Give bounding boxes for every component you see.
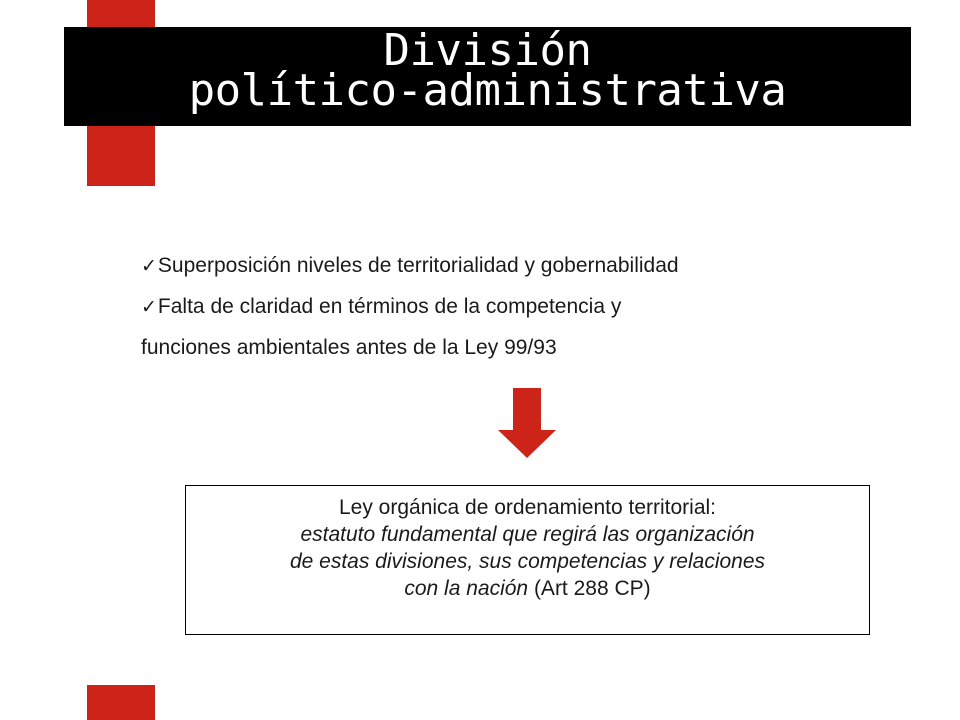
slide-title [64,27,911,116]
title-line-2: político-administrativa [188,65,787,116]
bullet-list [141,246,901,368]
law-text-line: de estas divisiones, sus competencias y relaciones [289,550,766,573]
bullet-continuation: funciones ambientales antes de la Ley 99/93 [141,336,557,359]
law-title: Ley orgánica de ordenamiento territorial: [338,496,717,519]
bullet-item [141,287,901,328]
title-banner [64,27,911,126]
law-text-line: estatuto fundamental que regirá las organización [300,523,755,546]
down-arrow-icon [498,388,556,458]
bullet-item [141,246,901,287]
law-text-italic: con la nación [404,577,529,600]
law-article-reference: (Art 288 CP) [528,577,651,600]
law-text-line-last [186,575,869,602]
checkmark-icon: ✓ [141,256,157,277]
bullet-text: Superposición niveles de territorialidad y gobernabilidad [157,254,679,277]
law-definition-box [185,485,870,635]
red-accent-bar-bottom [87,685,155,720]
checkmark-icon: ✓ [141,297,157,318]
bullet-text: Falta de claridad en términos de la competencia y [157,295,622,318]
title-line-1: División [383,27,592,76]
